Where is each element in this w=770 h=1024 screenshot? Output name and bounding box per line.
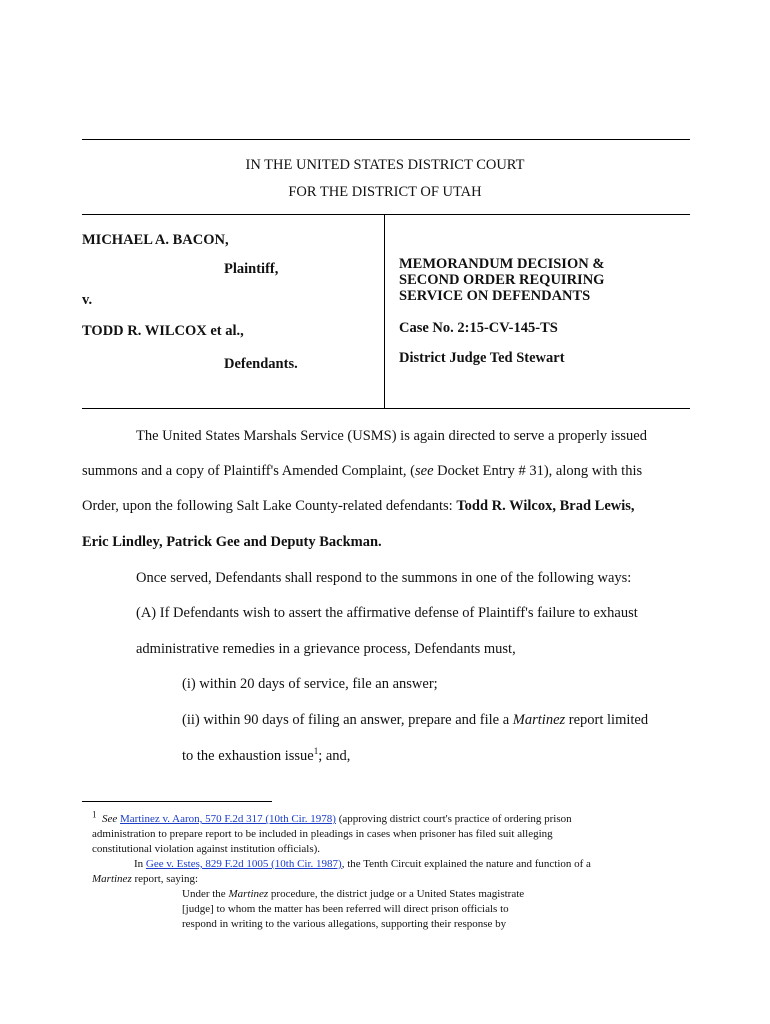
plaintiff-label: Plaintiff, [224,261,279,277]
block-quote-line3: respond in writing to the various allegations, supporting their response by [182,918,507,930]
header-top-rule [82,139,690,140]
text: Under the [182,888,229,900]
citation-link-martinez[interactable]: Martinez v. Aaron, 570 F.2d 317 (10th Cir. 1978) [120,813,336,825]
body-paragraph3-line2: administrative remedies in a grievance process, Defendants must, [136,641,516,657]
body-paragraph1-line4 [82,534,382,551]
caption-top-rule [82,214,690,215]
martinez-term: Martinez [92,873,132,885]
footnote-ref[interactable]: 1 [313,746,319,757]
court-name-line1: IN THE UNITED STATES DISTRICT COURT [245,157,525,173]
text: procedure, the district judge or a United States magistrate [268,888,525,900]
list-item-ii-line2 [182,748,350,765]
citation-link-gee[interactable]: Gee v. Estes, 829 F.2d 1005 (10th Cir. 1987) [145,858,342,870]
footnote-line2: administration to prepare report to be included in pleadings in cases when prisoner has filed suit alleging [92,828,553,840]
body-paragraph1-line3 [82,498,635,515]
document-title-line3: SERVICE ON DEFENDANTS [399,288,591,304]
caption-divider [384,214,385,408]
defendants-list: Todd R. Wilcox, Brad Lewis, [456,498,635,514]
text: summons and a copy of Plaintiff's Amended Complaint, ( [82,463,415,479]
see-signal: see [415,463,434,479]
footnote-marker: 1 [92,809,97,820]
text: report, saying: [131,873,199,885]
footnote-line3: constitutional violation against institution officials). [92,843,321,855]
court-name-line2: FOR THE DISTRICT OF UTAH [288,184,482,200]
caption-bottom-rule [82,408,690,409]
defendant-label: Defendants. [224,356,298,372]
martinez-term: Martinez [228,888,269,900]
list-item-ii-line1 [182,712,648,729]
see-signal: See [102,813,118,825]
document-title-line1: MEMORANDUM DECISION & [399,256,605,272]
list-item-i: (i) within 20 days of service, file an answer; [182,676,438,692]
text: In [134,858,146,870]
document-title-line2: SECOND ORDER REQUIRING [399,272,605,288]
case-number: Case No. 2:15-CV-145-TS [399,320,558,336]
text: Docket Entry # 31), along with this [433,463,643,479]
text: (ii) within 90 days of filing an answer, prepare and file a [182,712,513,728]
footnote-separator [82,801,272,802]
text: , the Tenth Circuit explained the nature and function of a [341,858,591,870]
footnote-line1 [92,809,572,826]
footnote-line5 [92,872,198,886]
plaintiff-name: MICHAEL A. BACON, [82,232,229,248]
martinez-term: Martinez [512,712,566,728]
body-paragraph3-line1: (A) If Defendants wish to assert the affirmative defense of Plaintiff's failure to exhaust [136,605,638,621]
versus: v. [82,292,93,308]
text: ; and, [318,748,351,764]
text: report limited [565,712,649,728]
body-paragraph1-line1: The United States Marshals Service (USMS) is again directed to serve a properly issued [136,428,647,444]
footnote-line4 [134,857,591,871]
defendants-list-cont: Eric Lindley, Patrick Gee and Deputy Backman. [82,534,382,550]
body-paragraph2: Once served, Defendants shall respond to the summons in one of the following ways: [136,570,632,586]
text: Order, upon the following Salt Lake County-related defendants: [82,498,457,514]
body-paragraph1-line2 [82,463,642,480]
text: (approving district court's practice of ordering prison [335,813,572,825]
block-quote-line2: [judge] to whom the matter has been referred will direct prison officials to [182,903,509,915]
defendant-name: TODD R. WILCOX et al., [82,323,244,339]
block-quote-line1 [182,887,524,901]
judge-name: District Judge Ted Stewart [399,350,565,366]
text: to the exhaustion issue [182,748,314,764]
